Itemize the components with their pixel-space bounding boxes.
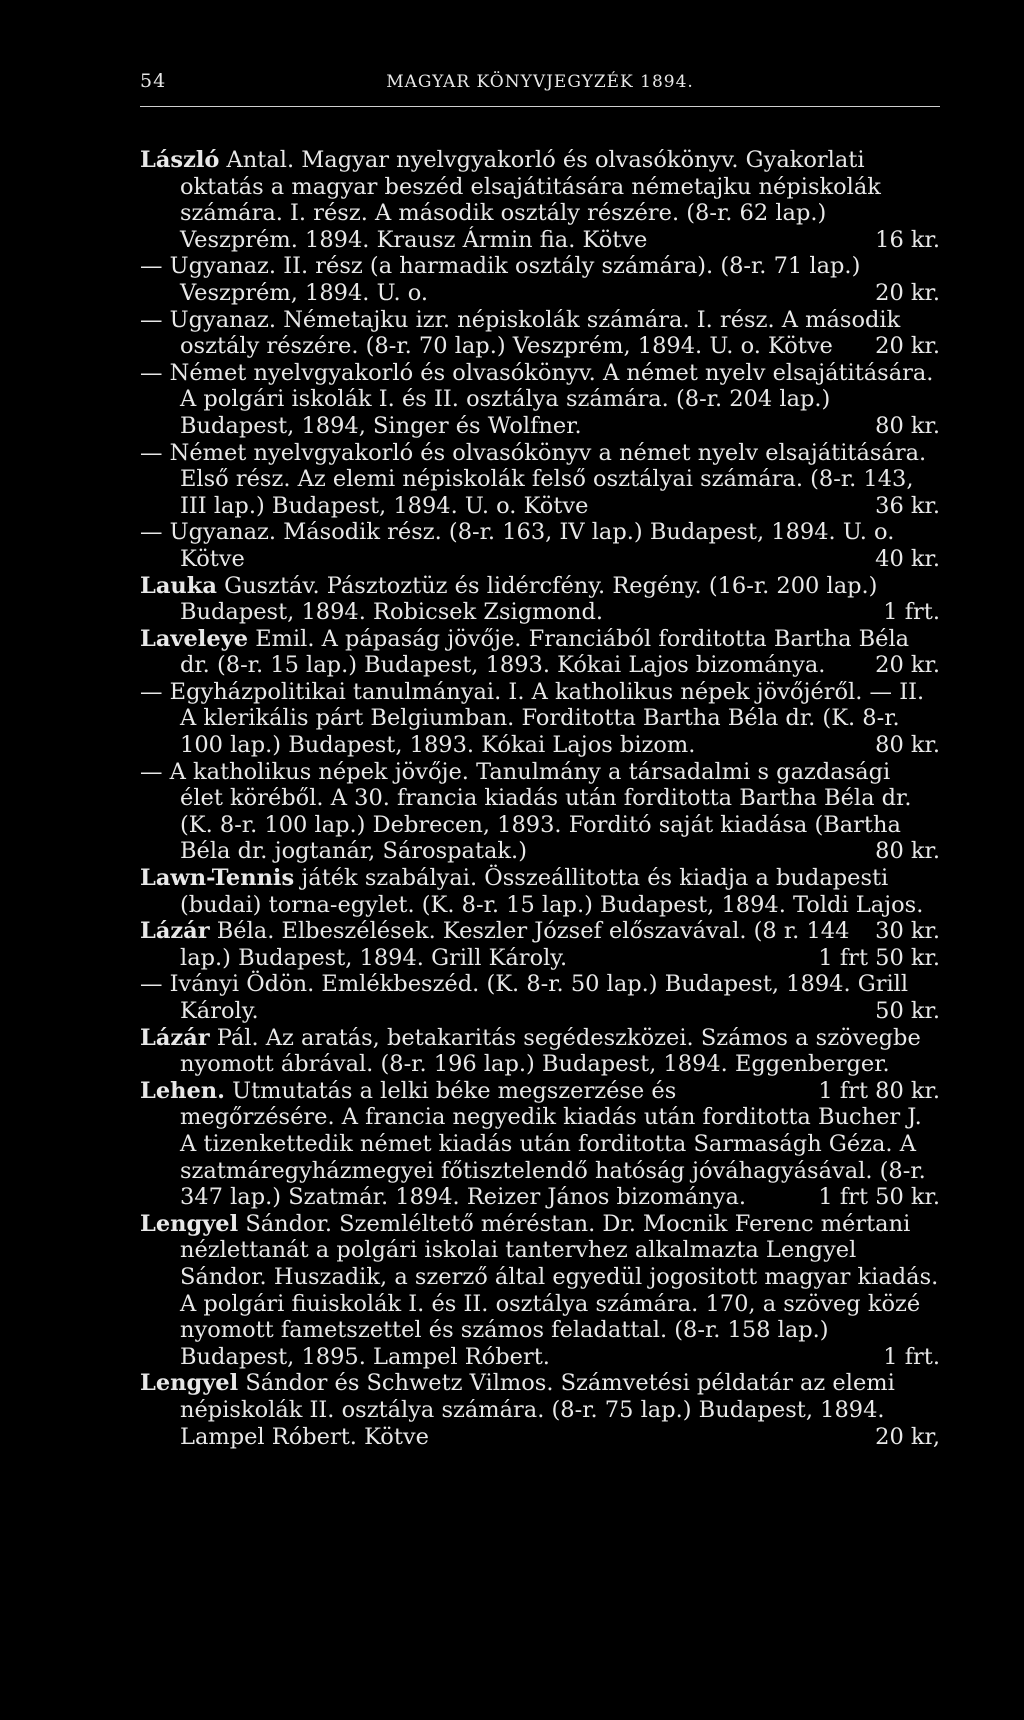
entry-text: — Német nyelvgyakorló és olvasókönyv. A német nyelv elsajátitására. A polgári iskolák I. és II. osztálya számára. (8-r. 204 lap.) Budapest, 1894, Singer és Wolfner.	[140, 359, 934, 439]
bibliography-entries	[140, 147, 940, 1450]
bibliography-entry	[140, 626, 940, 679]
entry-price: 36 kr.	[875, 492, 940, 519]
entry-text: — Ugyanaz. Második rész. (8-r. 163, IV lap.) Budapest, 1894. U. o. Kötve	[140, 519, 895, 572]
bibliography-entry	[140, 147, 940, 253]
entry-text: — Ugyanaz. II. rész (a harmadik osztály számára). (8-r. 71 lap.) Veszprém, 1894. U. o.	[140, 253, 861, 306]
entry-text: — Német nyelvgyakorló és olvasókönyv a német nyelv elsajátitására. Első rész. Az elemi népiskolák felső osztályai számára. (8-r. 143, III lap.) Budapest, 1894. U. o. Kötve	[140, 439, 927, 519]
bibliography-entry	[140, 1211, 940, 1371]
entry-text: — Iványi Ödön. Emlékbeszéd. (K. 8-r. 50 lap.) Budapest, 1894. Grill Károly.	[140, 971, 909, 1024]
entry-price: 1 frt.	[883, 599, 940, 626]
bibliography-entry	[140, 440, 940, 520]
entry-text: játék szabályai. Összeállitotta és kiadja a budapesti (budai) torna-egylet. (K. 8-r. 15 lap.) Budapest, 1894. Toldi Lajos.	[180, 865, 924, 918]
entry-text: Emil. A pápaság jövője. Franciából forditotta Bartha Béla dr. (8-r. 15 lap.) Budapest, 1893. Kókai Lajos bizománya.	[180, 625, 910, 679]
entry-author: Lázár	[140, 918, 210, 945]
page-header	[140, 70, 940, 107]
entry-author: Lauka	[140, 572, 217, 599]
entry-price: 20 kr.	[875, 333, 940, 360]
entry-text: Utmutatás a lelki béke megszerzése és megőrzésére. A francia negyedik kiadás után forditotta Bucher J. A tizenkettedik német kiadás után forditotta Sarmaságh Géza. A szatmáregyházmegyei főtisztelendő hatóság jóváhagyásával. (8-r. 347 lap.) Szatmár. 1894. Reizer János bizománya.	[180, 1077, 926, 1211]
entry-author: László	[140, 147, 220, 173]
entry-text: Sándor és Schwetz Vilmos. Számvetési példatár az elemi népiskolák II. osztálya számára. (8-r. 75 lap.) Budapest, 1894. Lampel Róbert. Kötve	[180, 1370, 895, 1450]
entry-text: Gusztáv. Pásztoztüz és lidércfény. Regény. (16-r. 200 lap.) Budapest, 1894. Robicsek Zsigmond.	[180, 572, 878, 626]
bibliography-entry	[140, 519, 940, 572]
bibliography-entry	[140, 1370, 940, 1450]
entry-price: 20 kr,	[875, 1423, 940, 1450]
entry-author: Lengyel	[140, 1370, 239, 1397]
bibliography-entry	[140, 971, 940, 1024]
entry-text: Béla. Elbeszélések. Keszler József előszavával. (8 r. 144 lap.) Budapest, 1894. Grill Károly.	[180, 918, 850, 971]
entry-text: — A katholikus népek jövője. Tanulmány a társadalmi s gazdasági élet köréből. A 30. francia kiadás után forditotta Bartha Béla dr. (K. 8-r. 100 lap.) Debrecen, 1893. Forditó saját kiadása (Bartha Béla dr. jogtanár, Sárospatak.)	[140, 758, 912, 865]
entry-price: 16 kr.	[875, 226, 940, 253]
entry-author: Lázár	[140, 1024, 210, 1051]
entry-price: 30 kr.	[875, 918, 940, 945]
entry-price: 20 kr.	[875, 652, 940, 679]
bibliography-entry	[140, 679, 940, 759]
entry-author: Lehen.	[140, 1077, 226, 1104]
bibliography-entry	[140, 360, 940, 440]
entry-price: 80 kr.	[875, 412, 940, 439]
entry-price: 40 kr.	[875, 545, 940, 572]
entry-text: Pál. Az aratás, betakaritás segédeszközei. Számos a szövegbe nyomott ábrával. (8-r. 196 lap.) Budapest, 1894. Eggenberger.	[180, 1024, 921, 1078]
page-number: 54	[140, 70, 167, 92]
bibliography-entry	[140, 253, 940, 306]
entry-price: 80 kr.	[875, 732, 940, 759]
entry-author: Lawn-Tennis	[140, 865, 295, 892]
entry-price: 1 frt 80 kr.	[818, 1077, 940, 1104]
entry-text: — Ugyanaz. Németajku izr. népiskolák számára. I. rész. A második osztály részére. (8-r. 70 lap.) Veszprém, 1894. U. o. Kötve	[140, 306, 901, 360]
bibliography-entry	[140, 573, 940, 626]
entry-text: — Egyházpolitikai tanulmányai. I. A katholikus népek jövőjéről. — II. A klerikális párt Belgiumban. Forditotta Bartha Béla dr. (K. 8-r. 100 lap.) Budapest, 1893. Kókai Lajos bizom.	[140, 678, 925, 759]
bibliography-entry	[140, 759, 940, 865]
entry-author: Laveleye	[140, 625, 249, 652]
entry-price: 50 kr.	[875, 998, 940, 1024]
bibliography-entry	[140, 307, 940, 360]
document-page	[140, 70, 940, 1450]
entry-author: Lengyel	[140, 1210, 239, 1237]
entry-price: 1 frt.	[883, 1343, 940, 1370]
entry-text: Sándor. Szemléltető méréstan. Dr. Mocnik Ferenc mértani nézlettanát a polgári iskolai tantervhez alkalmazta Lengyel Sándor. Huszadik, a szerző által egyedül jogositott magyar kiadás. A polgári fiuiskolák I. és II. osztálya számára. 170, a szöveg közé nyomott fametszettel és számos feladattal. (8-r. 158 lap.) Budapest, 1895. Lampel Róbert.	[180, 1210, 939, 1370]
entry-price: 1 frt 50 kr.	[818, 944, 940, 971]
bibliography-entry	[140, 918, 940, 971]
entry-text: Antal. Magyar nyelvgyakorló és olvasókönyv. Gyakorlati oktatás a magyar beszéd elsajátitására németajku népiskolák számára. I. rész. A második osztály részére. (8-r. 62 lap.) Veszprém. 1894. Krausz Ármin fia. Kötve	[180, 147, 881, 253]
running-title: MAGYAR KÖNYVJEGYZÉK 1894.	[386, 72, 694, 92]
entry-price: 1 frt 50 kr.	[818, 1184, 940, 1211]
entry-price: 80 kr.	[875, 838, 940, 865]
entry-price: 20 kr.	[875, 279, 940, 306]
